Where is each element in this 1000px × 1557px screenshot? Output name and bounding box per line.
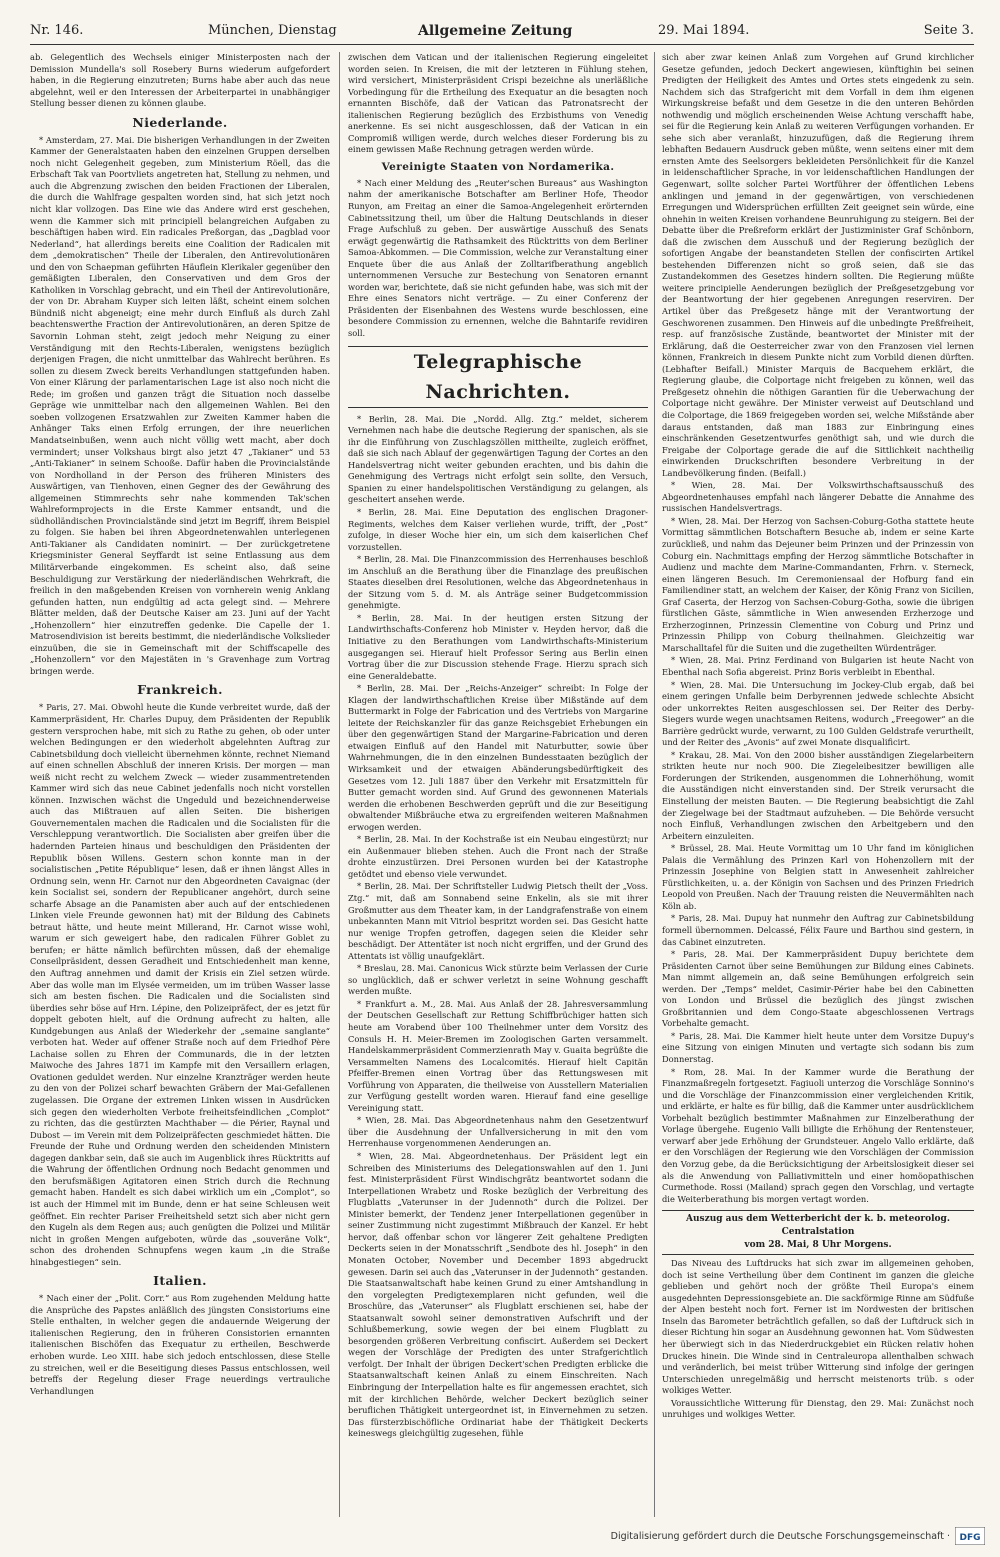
dfg-logo-text: DFG (959, 1533, 981, 1543)
column-3 (662, 52, 974, 1517)
section-heading-niederlande: Niederlande. (132, 114, 228, 130)
telegram-item: * Paris, 28. Mai. Der Kammerpräsident Dupuy berichtete dem Präsidenten Carnot über seine Bemühungen zur Bildung eines Cabinets. Man nimmt allgemein an, daß seine Bemühungen erfolgreich sein werden. Der „Temps“ meldet, Casimir-Périer habe bei den Cabinetten von London und Brüssel die bezüglich des jüngst zwischen Großbritannien und dem Congo-Staate abgeschlossenen Vertrags Vorbehalte gemacht. (662, 949, 974, 1029)
telegram-item: * Rom, 28. Mai. In der Kammer wurde die Berathung der Finanzmaßregeln fortgesetzt. Fagiuoli unterzog die Vorschläge Sonnino's und die Vorschläge der Finanzcommission einer vergleichenden Kritik, und erklärte, er halte es für billig, daß die Kammer unter ausdrücklichem Vorbehalt bezüglich bestimmter Maßnahmen zur Einzelberathung der Vorlage übergehe. Eugenio Valli billigte die Erhöhung der Rentensteuer, verwarf aber jede Erhöhung der Grundsteuer. Angelo Vallo erklärte, daß er den Vorschlägen der Regierung wie den Vorschlägen der Commission den Vorzug gebe, da die Berücksichtigung der Arbeitslosigkeit dieser sei als die Anwendung von Palliativmitteln und einer homöopathischen Curmethode. Rossi (Mailand) sprach gegen den Vorschlag, und vertagte die Weiterberathung bis morgen vertagt worden. (662, 1066, 974, 1204)
dfg-logo-icon (955, 1527, 985, 1545)
telegram-item: * Paris, 28. Mai. Dupuy hat nunmehr den Auftrag zur Cabinetsbildung formell übernommen. Delcassé, Félix Faure und Barthou sind gestern, in das Cabinet einzutreten. (662, 913, 974, 947)
weather-forecast: Voraussichtliche Witterung für Dienstag, den 29. Mai: Zunächst noch unruhiges und wolkiges Wetter. (662, 1397, 974, 1420)
article-paragraph: * Nach einer der „Polit. Corr.“ aus Rom zugehenden Meldung hatte die Ansprüche des Papstes anläßlich des jüngsten Consistoriums eine Stelle enthalten, in welcher gegen die andauernde Weigerung der italienischen Regierung, den in früheren Consistorien ernannten italienischen Bischöfen das Exequatur zu ertheilen, Beschwerde erhoben wurde. Leo XIII. habe sich jedoch entschlossen, diese Stelle zu streichen, weil er die Beseitigung dieses Passus entschlossen, weil betreffs der Regelung dieser Frage neuerdings vertrauliche Verhandlungen (30, 1293, 330, 1396)
telegram-item: * Brüssel, 28. Mai. Heute Vormittag um 10 Uhr fand im königlichen Palais die Vermählung des Prinzen Karl von Hohenzollern mit der Prinzessin Josephine von Belgien statt in Anwesenheit zahlreicher Fürstlichkeiten, u. a. der Königin von Sachsen und des Prinzen Friedrich Leopold von Preußen. Nach der Trauung reisten die Neuvermählten nach Köln ab. (662, 843, 974, 911)
section-heading-vereinigte-staaten: Vereinigte Staaten von Nordamerika. (381, 160, 615, 173)
telegram-item: * Wien, 28. Mai. Abgeordnetenhaus. Der Präsident legt ein Schreiben des Ministeriums des Delegationswahlen auf den 1. Juni fest. Ministerpräsident Fürst Windischgrätz beantwortet sodann die Interpellationen Wrabetz und Roske bezüglich der Verbreitung des Flugblatts „Vaterunser in der Judennoth“ durch die Polizei. Der Minister bemerkt, der Tendenz jener Interpellationen gegenüber in seiner Zustimmung nicht zugestimmt Mißbrauch der Kanzel. Er hebt hervor, daß offenbar schon vor längerer Zeit gehaltene Predigten Deckerts seien in der Monatsschrift „Sendbote des hl. Joseph“ in den Monaten October, November und December 1893 abgedruckt gewesen. Darin sei auch das „Vaterunser in der Judennoth“ gestanden. Die Staatsanwaltschaft habe keinen Grund zu einer Amtshandlung in den vorgelegten Predigtexemplaren nicht gefunden, weil die Broschüre, das „Vaterunser“ als Flugblatt erschienen sei, habe der Staatsanwalt sowohl seiner demonstrativen Aufschrift und der Schlußbemerkung, sowie wegen der bei einem Flugblatt zu besorgenden größeren Verbreitung confiscirt. Außerdem sei Deckert wegen der Vorschläge der Predigten des unter Strafgerichtlich verfolgt. Der Inhalt der übrigen Deckert'schen Predigten erblicke die Staatsanwaltschaft keinen Anlaß zu einem Einschreiten. Nach Einbringung der Interpellation halte es für angemessen erachtet, sich mit der kirchlichen Behörde, welcher Deckert bezüglich seiner beruflichen Thätigkeit untergeordnet ist, in Einvernehmen zu setzen. Das fürsterzbischöfliche Ordinariat habe der Thätigkeit Deckerts keineswegs gleichgültig zugesehen, fühle (348, 1151, 648, 1439)
telegram-item: * Wien, 28. Mai. Das Abgeordnetenhaus nahm den Gesetzentwurf über die Ausdehnung der Unfallversicherung in mit den vom Herrenhause vorgenommenen Aenderungen an. (348, 1115, 648, 1149)
page-number: Seite 3. (923, 23, 974, 38)
telegram-item: * Krakau, 28. Mai. Von den 2000 bisher ausständigen Ziegelarbeitern strikten heute nur noch 900. Die Ziegeleibesitzer bewilligen alle Forderungen der Strikenden, ausgenommen die Lohnerhöhung, womit die Ausständigen nicht einverstanden sind. Der Streik verursacht die Einstellung der meisten Bauten. — Die Regierung beabsichtigt die Zahl der Ziegelwage bei der Stadtmaut aufzuheben. — Die Behörde versucht noch Einfluß, Verhandlungen zwischen den Arbeitgebern und den Arbeitern einzuleiten. (662, 749, 974, 841)
weather-report-heading (662, 1210, 974, 1255)
telegram-item: * Wien, 28. Mai. Der Volkswirthschaftsausschuß des Abgeordnetenhauses empfahl nach längerer Debatte die Annahme des russischen Handelsvertrags. (662, 480, 974, 514)
telegram-item: * Berlin, 28. Mai. Die „Nordd. Allg. Ztg.“ meldet, sicherem Vernehmen nach habe die deutsche Regierung der spanischen, als sie ihr die Einführung von Zuschlagszöllen mittheilte, zugleich eröffnet, daß sie sich nach Ablauf der gegenwärtigen Tagung der Cortes an den Handelsvertrag nicht weiter gebunden erachten, und bis dahin die Genehmigung des Vertrags nicht erfolgt sein sollte, den Versuch, Spanien zu einer handelspolitischen Verständigung zu gelangen, als gescheitert ansehen werde. (348, 413, 648, 505)
weather-report-subtitle: vom 28. Mai, 8 Uhr Morgens. (744, 1240, 892, 1251)
article-paragraph: * Paris, 27. Mai. Obwohl heute die Kunde verbreitet wurde, daß der Kammerpräsident, Hr. Charles Dupuy, dem Präsidenten der Republik gestern versprochen habe, mit sich zu Rathe zu gehen, ob oder unter welchen Bedingungen er den wiederholt abgelehnten Auftrag zur Cabinetsbildung doch vielleicht übernehmen könnte, rechnet Niemand auf einen schnellen Abschluß der inneren Krisis. Der morgen — man weiß nicht recht zu welchem Zweck — wieder zusammentretenden Kammer wird sich das neue Cabinet jedenfalls noch nicht vorstellen können. Inzwischen wächst die Ungeduld und bezeichnenderweise auch das Mißtrauen auf allen Seiten. Die bisherigen Gouvernementalen machen die Radicalen und die Socialisten für die Verschleppung verantwortlich. Die Socialisten aber greifen über die hadernden Parteien hinaus und beschuldigen den Präsidenten der Republik bösen Willens. Gestern schon konnte man in der socialistischen „Petite République“ lesen, daß er ihnen längst Alles in Ordnung sein, wenn Hr. Carnot nur den Abgeordneten Cavaignac (der kein Socialist sei, sondern der Republicaner angehört, durch seine scharfe Absage an die Panamisten aber auch auf der entschiedenen Linken viele Freunde gewonnen hat) mit der Bildung des Cabinets betraut hätte, und heute meint Millerand, Hr. Carnot wisse wohl, warum er sich geweigert habe, den radicalen Führer Goblet zu berufen; er hätte nämlich befürchten müssen, daß der ehemalige Conseilpräsident, dessen Geradheit und Entschiedenheit man kenne, den Auftrag annehmen und damit der Krisis ein Ziel setzen würde. Aber das wolle man im Elysée vermeiden, um im trüben Wasser lasse sich am besten fischen. Die Radicalen und die Socialisten sind überdies sehr böse auf Hrn. Lépine, den Polizeipräfect, der es jetzt für doppelt geboten hielt, auf die Ordnung aufrecht zu halten, alle Kundgebungen aus Anlaß der Wiederkehr der „semaine sanglante“ verboten hat. Weder auf offener Straße noch auf dem Friedhof Père Lachaise sollen zu Ehren der Communards, die in der letzten Maiwoche des Jahres 1871 im Kampfe mit den Versaillern erlagen, Ovationen geduldet werden. Nur einzelne Kranzträger werden heute zu den von der Polizei scharf bewachten Gräbern der Mai-Gefallenen zugelassen. Die Organe der extremen Linken wissen in Ausdrücken sich gegen den wiederholten Verbote freiheitsfeindlichen „Complot“ zu richten, das die gestürzten Machthaber — die Périer, Raynal und Dubost — im Verein mit dem Polizeipräfecten geschmiedet hätten. Die Freunde der Ruhe und Ordnung werden den scheidenden Ministern dagegen dankbar sein, daß sie auch im Augenblick ihres Rücktritts auf die Wahrung der öffentlichen Ordnung noch Bedacht genommen und den berufsmäßigen Agitatoren einen Strich durch die Rechnung gemacht haben. Handelt es sich dabei wirklich um ein „Complot“, so ist auch der Himmel mit im Bunde, denn er hat seine Schleusen weit geöffnet. Ein rechter Pariser Freiheitsheld setzt sich aber nicht gern den Kugeln als dem Regen aus; auch genügten die Polizei und Militär nicht in großen Mengen aufgeboten, würde das „souveräne Volk“, schon des drohenden Schnupfens wegen kaum „in die Straße hinabgestiegen“ sein. (30, 702, 330, 1267)
telegram-item: sich aber zwar keinen Anlaß zum Vorgehen auf Grund kirchlicher Gesetze gefunden, jedoch Deckert angewiesen, künftighin bei seinen Predigten der Heiligkeit des Amtes und Ortes stets eingedenk zu sein. Nachdem sich das Strafgericht mit dem Vorfall in dem ihm eigenen Wirkungskreise befaßt und dem Gesetze in die den unteren Behörden nothwendig und möglich erscheinenden Weise Achtung verschafft habe, sei für die Regierung kein Anlaß zu weiteren Verfügungen vorhanden. Er sehe sich aber veranlaßt, hinzuzufügen, daß die Regierung ihrem lebhaften Bedauern Ausdruck geben müßte, wenn seitens einer mit dem ernsten Amte des Seelsorgers bekleideten Persönlichkeit für die Kanzel in leidenschaftlicher Sprache, in vor leidenschaftlichen Handlungen der Gegenwart, sollte solcher Partei Wortführer der öffentlichen Lebens anklingen und jemand in der gegenwärtigen, von verschiedenen Erregungen und Widersprüchen erfüllten Zeit geeignet sein würde, eine ohnehin in weiten Kreisen vorhandene Beunruhigung zu steigern. Bei der Debatte über die Preßreform erklärt der Justizminister Graf Schönborn, daß die zwischen dem Ausschuß und der Regierung bezüglich der sofortigen Angabe der beanstandeten Stellen der confiscirten Artikel bestehenden Differenzen nicht so groß seien, daß sie das Zustandekommen des Gesetzes hindern sollten. Die Regierung müßte weitere principielle Aenderungen bezüglich der Preßgesetzgebung vor der Beantwortung der hier gegebenen Anregungen reserviren. Der Artikel über das Preßgesetz hänge mit der Verantwortung der Geschworenen zusammen. Den Hinweis auf die unbedingte Preßfreiheit, resp. auf französische Zustände, beantwortet der Minister mit der Erklärung, daß die Oesterreicher zwar von den Franzosen viel lernen können, Frankreich in diesem Punkte nicht zum Vorbild dienen dürften. (Lebhafter Beifall.) Minister Marquis de Bacquehem erklärt, die Regierung glaube, die Colportage nicht freigeben zu können, weil das Preßgesetz ohnehin die nöthigen Garantien für die Ueberwachung der Colportage nicht gewähre. Der Minister verweist auf Deutschland und die Colportage, die 1869 freigegeben worden sei, welche Mißstände aber daraus entstanden, daß man 1883 zur Einbringung eines einschränkenden Gesetzentwurfes genöthigt sah, und wie durch die Freigabe der Colportage gerade die auf die Sittlichkeit nachtheilig einwirkenden Druckschriften besondere Verbreitung in der Landbevölkerung finden. (Beifall.) (662, 52, 974, 478)
column-rule (339, 52, 340, 1517)
section-heading-frankreich: Frankreich. (137, 682, 223, 698)
article-paragraph: * Amsterdam, 27. Mai. Die bisherigen Verhandlungen in der Zweiten Kammer der Generalstaaten haben den einzelnen Gruppen derselben noch nicht Gelegenheit gegeben, zum Ministerium Röell, das die Erbschaft Tak van Poortvliets angetreten hat, Stellung zu nehmen, und auch die Abgrenzung zwischen den beiden Fractionen der Liberalen, die durch die Wahlfrage gespalten worden sind, hat sich jetzt noch nicht klar vollzogen. Das Eine wie das Andere wird erst geschehen, wenn die Kammer sich mit principiell belangreichen Aufgaben zu beschäftigen haben wird. Ein radicales Preßorgan, das „Dagblad voor Nederland“, hat allerdings bereits eine Coalition der Radicalen mit dem „demokratischen“ Theile der Liberalen, den Antirevolutionären und den von Schaepman geführten Häuflein Klerikaler gegenüber den gemäßigten Liberalen, den Conservativen und dem Gros der Katholiken in Vorschlag gebracht, und ein Theil der Antirevolutionäre, der von Dr. Abraham Kuyper sich leiten läßt, scheint einem solchen Bündniß nicht abgeneigt; eine mehr durch Einfluß als durch Zahl beachtenswerthe Fraction der Antirevolutionären, an deren Spitze de Savornin Lohman steht, zeigt jedoch mehr Neigung zu einer Verständigung mit den Rechts-Liberalen, wenigstens bezüglich derjenigen Fragen, die nicht unmittelbar das Wahlrecht berühren. Es sollen zu diesem Zweck bereits Verhandlungen stattgefunden haben. Von einer Klärung der parlamentarischen Lage ist also noch nicht die Rede; im großen und ganzen trägt die Situation noch dasselbe Gepräge wie unmittelbar nach den allgemeinen Wahlen. Bei den soeben vollzogenen Ersatzwahlen zur Zweiten Kammer haben die Anhänger Taks einen Erfolg errungen, der ihre neuerlichen Mandatseinbußen, wenn auch nicht völlig wett macht, aber doch vermindert; unser Volkshaus birgt also jetzt 47 „Takianer“ und 53 „Anti-Takianer“ in seinem Schooße. Dafür haben die Provincialstände von Nordholland in der Person des früheren Ministers des Auswärtigen, van Tienhoven, einen Gegner des der Gewährung des allgemeinen Stimmrechts sehr nahe kommenden Tak'schen Wahlreformprojects in die Erste Kammer entsandt, und die südholländischen Provincialstände sind jetzt im Begriff, ihrem Beispiel zu folgen. Sie haben bei ihren Abgeordnetenwahlen unterlegenen Anti-Takianer als Candidaten nominirt. — Der zurückgetretene Kriegsminister General Seyffardt ist seine Entlassung aus dem Militärverbande eingekommen. Es scheint also, daß seine Beschuldigung zur Verstärkung der niederländischen Wehrkraft, die freilich in den maßgebenden Kreisen von vornherein wenig Anklang gefunden hatten, nun endgültig ad acta gelegt sind. — Mehrere Blätter melden, daß der Deutsche Kaiser am 23. Juni auf der Yacht „Hohenzollern“ hier einzutreffen gedenke. Die Capelle der 1. Matrosendivision ist bereits bestimmt, die niederländische Volkslieder einzuüben, die sie in Gemeinschaft mit der Schiffscapelle des „Hohenzollern“ vor den Majestäten in 's Gravenhage zum Vortrag bringen werde. (30, 134, 330, 676)
article-paragraph: * Nach einer Meldung des „Reuter'schen Bureaus“ aus Washington nahm der amerikanische Botschafter am Berliner Hofe, Theodor Runyon, am Freitag an einer die Samoa-Angelegenheit erörternden Cabinetssitzung theil, um über die Haltung Deutschlands in dieser Frage Aufschluß zu geben. Der auswärtige Ausschuß des Senats erwägt gegenwärtig die Rathsamkeit des Rücktritts von dem Berliner Samoa-Abkommen. — Die Commission, welche zur Veranstaltung einer Enquete über die aus Anlaß der Zolltarifberathung angeblich unternommenen Versuche zur Bestechung von Senatoren ernannt worden war, berichtete, daß sie nicht gefunden habe, was sich mit der Ehre eines Senators nicht verträge. — Zu einer Conferenz der Präsidenten der Eisenbahnen des Westens wurde beschlossen, eine besondere Commission zu ernennen, welche die Bahntarife revidiren soll. (348, 177, 648, 339)
issue-number: Nr. 146. (30, 23, 84, 38)
weather-report-title: Auszug aus dem Wetterbericht der k. b. meteorolog. Centralstation (686, 1214, 950, 1238)
section-heading-italien: Italien. (153, 1273, 207, 1289)
telegram-item: * Berlin, 28. Mai. Der „Reichs-Anzeiger“ schreibt: In Folge der Klagen der landwirthschaftlichen Kreise über Mißstände auf dem Buttermarkt in Folge der Fabrication und des Vertriebs von Margarine leitete der Reichskanzler für das ganze Reichsgebiet Erhebungen ein über den gegenwärtigen Stand der Margarine-Fabrication und deren etwaigen Einfluß auf den Handel mit Naturbutter, sowie über Wahrnehmungen, die in den einzelnen Bundesstaaten bezüglich der Wirksamkeit und der etwaigen Abänderungsbedürftigkeit des Gesetzes vom 12. Juli 1887 über den Verkehr mit Ersatzmitteln für Butter gemacht worden sind. Auf Grund des gewonnenen Materials werden die erhobenen Beschwerden geprüft und die zur Beseitigung obwaltender Mißbräuche etwa zu ergreifenden weiteren Maßnahmen erwogen werden. (348, 683, 648, 832)
telegram-item: * Wien, 28. Mai. Die Untersuchung im Jockey-Club ergab, daß bei einem geringen Unfalle beim Derbyrennen jedwede schlechte Absicht oder unkorrektes Reiten ausgeschlossen sei. Der Reiter des Derby-Siegers wurde wegen unachtsamen Reitens, wodurch „Freegower“ an die Barrière gedrückt wurde, verwarnt, zu 100 Gulden Geldstrafe verurtheilt, und der Reiter des „Avonis“ auf zwei Monate disqualificirt. (662, 679, 974, 748)
telegram-item: * Berlin, 28. Mai. In der heutigen ersten Sitzung der Landwirthschafts-Conferenz hob Minister v. Heyden hervor, daß die Initiative zu den Berathungen vom Landwirthschafts-Ministerium ausgegangen sei. Hierauf hielt Professor Sering aus Berlin einen Vortrag über die zur Discussion stehende Frage. Hierzu sprach sich eine Generaldebatte. (348, 612, 648, 681)
issue-date: 29. Mai 1894. (658, 23, 750, 38)
weather-report-text: Das Niveau des Luftdrucks hat sich zwar im allgemeinen gehoben, doch ist seine Vertheilung über dem Continent im ganzen die gleiche geblieben und gehört noch der größte Theil Europa's einem ausgedehnten Depressionsgebiete an. Die sackförmige Rinne am Südfuße der Alpen besteht noch fort. Ferner ist im Nordwesten der britischen Inseln das Barometer beträchtlich gefallen, so daß der Luftdruck sich in dieser Richtung hin sogar an Ausdehnung gewonnen hat. Vom Südwesten her überwiegt sich in das Niederdruckgebiet ein Rücken relativ hohen Druckes hinein. Die Winde sind in Centraleuropa allenthalben schwach und veränderlich, bei meist trüber Witterung sind infolge der geringen Unterschieden unregelmäßig und herrscht meistenorts trüb. s oder wolkiges Wetter. (662, 1258, 974, 1396)
article-paragraph: zwischen dem Vatican und der italienischen Regierung eingeleitet worden seien. In Kreisen, die mit der letzteren in Fühlung stehen, wird versichert, Ministerpräsident Crispi bezeichne als unerläßliche Vorbedingung für die Ertheilung des Exequatur an die besagten noch ernannten Bischöfe, daß der Vatican das Patronatsrecht der italienischen Regierung bezüglich des Erzbisthums von Venedig anerkenne. Es sei nicht ausgeschlossen, daß der Vatican in ein Compromiß willigen werde, durch welches dieser Forderung bis zu einem gewissen Maße Rechnung getragen werden würde. (348, 52, 648, 155)
place-and-weekday: München, Dienstag (208, 23, 337, 38)
telegram-item: * Berlin, 28. Mai. Der Schriftsteller Ludwig Pietsch theilt der „Voss. Ztg.“ mit, daß am Sonnabend seine Enkelin, als sie mit ihrer Großmutter aus dem Theater kam, in der Landgrafenstraße von einem unbekannten Mann mit Vitriol bespritzt worden sei. Das Gesicht hatte nur wenige Tropfen getroffen, dagegen seien die Kleider sehr beschädigt. Der Attentäter ist noch nicht ergriffen, und der Grund des Attentats ist völlig unaufgeklärt. (348, 881, 648, 961)
telegram-item: * Wien, 28. Mai. Der Herzog von Sachsen-Coburg-Gotha stattete heute Vormittag sämmtlichen Botschaftern Besuche ab, indem er seine Karte zurückließ, und nahm das Dejeuner beim Prinzen und der Prinzessin von Coburg ein. Nachmittags empfing der Herzog sämmtliche Botschafter in Audienz und machte dem Marine-Commandanten, Frhrn. v. Sterneck, einen längeren Besuch. Im Ceremoniensaal der Hofburg fand ein Familiendiner statt, an welchem der Kaiser, der König Franz von Sicilien, Graf Caserta, der Herzog von Sachsen-Coburg-Gotha, sowie die übrigen fürstlichen Gäste, sämmtliche in Wien anwesenden Erzherzoge und Erzherzoginnen, Prinzessin Clementine von Coburg und Prinz und Prinzessin Philipp von Coburg theilnahmen. Gleichzeitig war Marschalltafel für die Suiten und die zugetheilten Würdenträger. (662, 515, 974, 653)
article-paragraph: ab. Gelegentlich des Wechsels einiger Ministerposten nach der Demission Mundella's soll Rosebery Burns wiederum aufgefordert haben, in die Regierung einzutreten; Burns habe aber auch das neue abgelehnt, weil er den Interessen der Arbeiterpartei in unabhängiger Stellung besser dienen zu können glaube. (30, 52, 330, 109)
masthead (30, 18, 974, 45)
newspaper-page (30, 18, 974, 1523)
telegram-item: * Breslau, 28. Mai. Canonicus Wick stürzte beim Verlassen der Curie so unglücklich, daß er schwer verletzt in seine Wohnung geschafft werden mußte. (348, 963, 648, 997)
telegram-item: * Berlin, 28. Mai. Eine Deputation des englischen Dragoner-Regiments, welches dem Kaiser verliehen wurde, trifft, der „Post“ zufolge, in dieser Woche hier ein, um sich dem kaiserlichen Chef vorzustellen. (348, 506, 648, 552)
telegram-item: * Wien, 28. Mai. Prinz Ferdinand von Bulgarien ist heute Nacht von Ebenthal nach Sofia abgereist. Prinz Boris verbleibt in Ebenthal. (662, 655, 974, 677)
column-2 (348, 52, 648, 1517)
telegram-item: * Berlin, 28. Mai. Die Finanzcommission des Herrenhauses beschloß im Anschluß an die Berathung über die Finanzlage des preußischen Staates dieselben drei Resolutionen, welche das Abgeordnetenhaus in der Sitzung vom 5. d. M. als Anträge seiner Budgetcommission genehmigte. (348, 554, 648, 611)
telegram-item: * Frankfurt a. M., 28. Mai. Aus Anlaß der 28. Jahresversammlung der Deutschen Gesellschaft zur Rettung Schiffbrüchiger hatten sich heute am Vorabend über 100 Theilnehmer unter dem Vorsitz des Consuls H. H. Meier-Bremen im Zoologischen Garten versammelt. Handelskammerpräsident Commerzienrath May v. Guaita begrüßte die Versammelten Namens des Localcomités. Hierauf hielt Capitän Pfeiffer-Bremen einen Vortrag über das Rettungswesen mit Vorführung von Apparaten, die theilweise von Ausstellern Materialien zur Verfügung gestellt worden waren. Hierauf fand eine gesellige Vereinigung statt. (348, 998, 648, 1113)
digitization-credit: Digitalisierung gefördert durch die Deutsche Forschungsgemeinschaft · (610, 1531, 950, 1542)
newspaper-title: Allgemeine Zeitung (418, 23, 573, 39)
column-1 (30, 52, 330, 1517)
column-rule (654, 52, 655, 1517)
section-heading-telegraphische-nachrichten: Telegraphische Nachrichten. (348, 346, 648, 408)
telegram-item: * Berlin, 28. Mai. In der Kochstraße ist ein Neubau eingestürzt; nur ein Außenmauer blieben stehen. Auch die Front nach der Straße drohte einzustürzen. Drei Personen wurden bei der Katastrophe getödtet und ebenso viele verwundet. (348, 834, 648, 879)
telegram-item: * Paris, 28. Mai. Die Kammer hielt heute unter dem Vorsitze Dupuy's eine Sitzung von einigen Minuten und vertagte sich sodann bis zum Donnerstag. (662, 1030, 974, 1065)
